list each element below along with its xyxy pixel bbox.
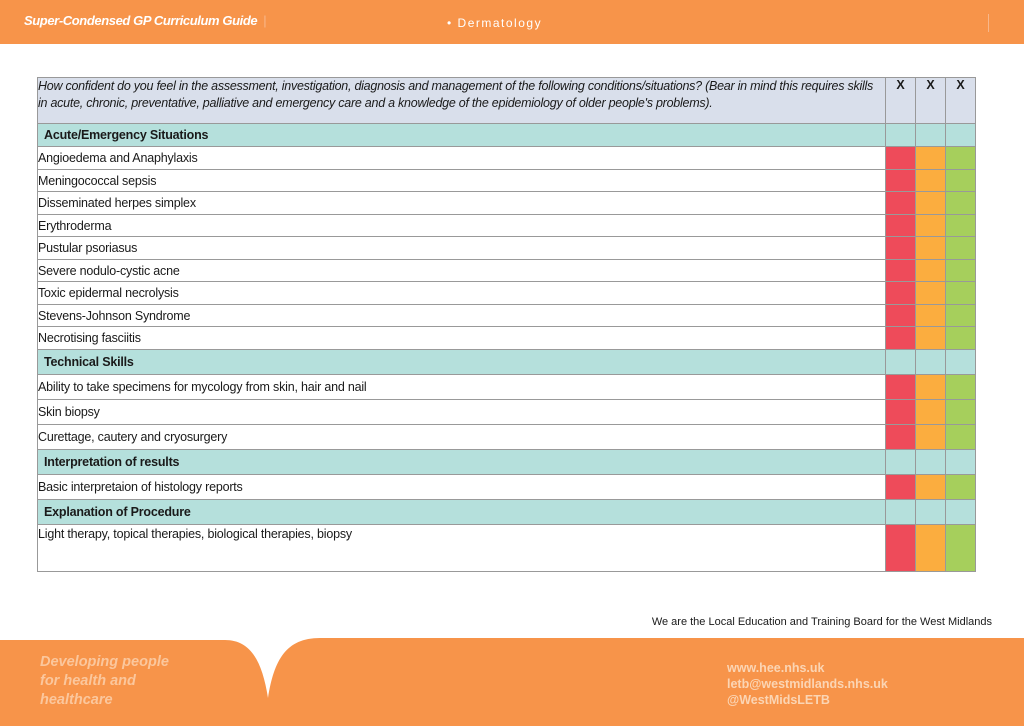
question-row — [38, 78, 976, 124]
rating-amber[interactable] — [916, 147, 946, 170]
item-label: Erythroderma — [38, 215, 886, 237]
section-row — [38, 124, 976, 147]
section-title: Explanation of Procedure — [38, 500, 886, 525]
rating-red[interactable] — [886, 327, 916, 350]
rating-red[interactable] — [886, 400, 916, 425]
rating-red[interactable] — [886, 260, 916, 282]
table-row — [38, 375, 976, 400]
question-text: How confident do you feel in the assessment, investigation, diagnosis and management of the following conditions/situations? (Bear in mind this requires skills in acute, chronic, preventative, palliative and emergency care and a knowledge of the epidemiology of older people's problems). — [38, 78, 886, 124]
rating-red[interactable] — [886, 192, 916, 215]
rating-green[interactable] — [946, 425, 976, 450]
rating-green[interactable] — [946, 170, 976, 192]
rating-red[interactable] — [886, 475, 916, 500]
section-title: • Dermatology — [447, 16, 543, 30]
table-row — [38, 282, 976, 305]
rating-amber[interactable] — [916, 305, 946, 327]
rating-red[interactable] — [886, 170, 916, 192]
slogan-line: for health and — [40, 673, 136, 689]
item-label: Angioedema and Anaphylaxis — [38, 147, 886, 170]
header-divider — [988, 14, 989, 32]
rating-amber[interactable] — [916, 525, 946, 572]
table-row — [38, 425, 976, 450]
rating-red[interactable] — [886, 305, 916, 327]
rating-amber[interactable] — [916, 425, 946, 450]
rating-green[interactable] — [946, 327, 976, 350]
rating-amber[interactable] — [916, 282, 946, 305]
rating-red[interactable] — [886, 375, 916, 400]
twitter-link[interactable]: @WestMidsLETB — [727, 693, 830, 707]
table-row — [38, 327, 976, 350]
rating-red[interactable] — [886, 525, 916, 572]
item-label: Stevens-Johnson Syndrome — [38, 305, 886, 327]
rating-amber[interactable] — [916, 327, 946, 350]
section-title: Acute/Emergency Situations — [38, 124, 886, 147]
footer-slogan — [40, 653, 169, 710]
rating-green[interactable] — [946, 525, 976, 572]
item-label: Skin biopsy — [38, 400, 886, 425]
rating-green[interactable] — [946, 192, 976, 215]
rating-green[interactable] — [946, 237, 976, 260]
title-separator: | — [263, 13, 267, 28]
rating-red[interactable] — [886, 147, 916, 170]
rating-amber[interactable] — [916, 475, 946, 500]
item-label: Toxic epidermal necrolysis — [38, 282, 886, 305]
rating-green[interactable] — [946, 147, 976, 170]
mark-1: X — [886, 78, 916, 124]
table-row — [38, 475, 976, 500]
table-row — [38, 525, 976, 572]
rating-red[interactable] — [886, 282, 916, 305]
top-bar — [0, 0, 1024, 44]
rating-green[interactable] — [946, 282, 976, 305]
email-link[interactable]: letb@westmidlands.nhs.uk — [727, 677, 888, 691]
rating-amber[interactable] — [916, 375, 946, 400]
rating-amber[interactable] — [916, 237, 946, 260]
rating-red[interactable] — [886, 425, 916, 450]
rating-amber[interactable] — [916, 260, 946, 282]
rating-green[interactable] — [946, 375, 976, 400]
item-label: Pustular psoriasus — [38, 237, 886, 260]
rating-amber[interactable] — [916, 215, 946, 237]
table-row — [38, 305, 976, 327]
guide-title: Super-Condensed GP Curriculum Guide | — [24, 13, 267, 28]
rating-green[interactable] — [946, 400, 976, 425]
section-row — [38, 500, 976, 525]
footer-contact — [727, 660, 888, 708]
rating-amber[interactable] — [916, 170, 946, 192]
item-label: Severe nodulo-cystic acne — [38, 260, 886, 282]
website-link[interactable]: www.hee.nhs.uk — [727, 661, 825, 675]
rating-amber[interactable] — [916, 400, 946, 425]
mark-3: X — [946, 78, 976, 124]
section-title: Technical Skills — [38, 350, 886, 375]
rating-red[interactable] — [886, 215, 916, 237]
rating-red[interactable] — [886, 237, 916, 260]
table-row — [38, 192, 976, 215]
table-row — [38, 260, 976, 282]
table-row — [38, 147, 976, 170]
item-label: Light therapy, topical therapies, biological therapies, biopsy — [38, 525, 886, 572]
section-row — [38, 350, 976, 375]
item-label: Disseminated herpes simplex — [38, 192, 886, 215]
rating-green[interactable] — [946, 305, 976, 327]
table-row — [38, 215, 976, 237]
footer — [0, 638, 1024, 726]
table-row — [38, 237, 976, 260]
letb-statement: We are the Local Education and Training Board for the West Midlands — [651, 616, 992, 628]
rating-amber[interactable] — [916, 192, 946, 215]
mark-2: X — [916, 78, 946, 124]
slogan-line: healthcare — [40, 692, 113, 708]
table-row — [38, 400, 976, 425]
slogan-line: Developing people — [40, 654, 169, 670]
rating-green[interactable] — [946, 475, 976, 500]
rating-green[interactable] — [946, 215, 976, 237]
item-label: Basic interpretaion of histology reports — [38, 475, 886, 500]
table-row — [38, 170, 976, 192]
item-label: Meningococcal sepsis — [38, 170, 886, 192]
section-title: Interpretation of results — [38, 450, 886, 475]
item-label: Necrotising fasciitis — [38, 327, 886, 350]
rating-green[interactable] — [946, 260, 976, 282]
section-row — [38, 450, 976, 475]
confidence-table — [37, 77, 976, 572]
item-label: Ability to take specimens for mycology from skin, hair and nail — [38, 375, 886, 400]
item-label: Curettage, cautery and cryosurgery — [38, 425, 886, 450]
